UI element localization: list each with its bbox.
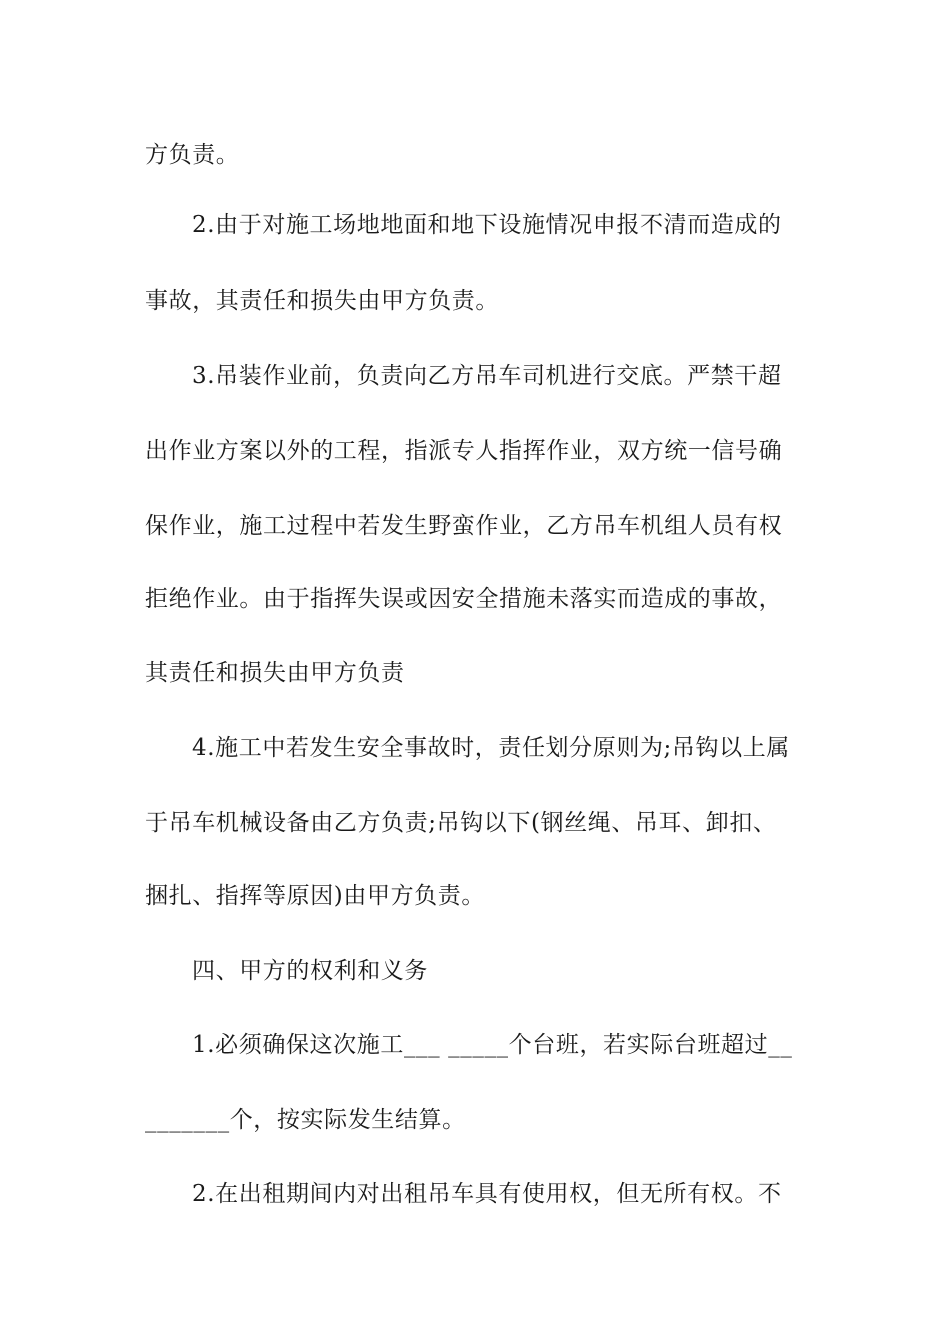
text-line: 3.吊装作业前，负责向乙方吊车司机进行交底。严禁干超 — [192, 363, 782, 389]
text-line: 2.由于对施工场地地面和地下设施情况申报不清而造成的 — [192, 212, 782, 238]
text-line: 4.施工中若发生安全事故时，责任划分原则为;吊钩以上属 — [192, 735, 790, 761]
text-line: 方负责。 — [145, 142, 240, 168]
text-line: 2.在出租期间内对出租吊车具有使用权，但无所有权。不 — [192, 1181, 782, 1207]
text-line: 保作业，施工过程中若发生野蛮作业，乙方吊车机组人员有权 — [145, 513, 783, 539]
text-line: 捆扎、指挥等原因)由甲方负责。 — [145, 883, 485, 909]
text-line: 出作业方案以外的工程，指派专人指挥作业，双方统一信号确 — [145, 438, 783, 464]
text-line: 1.必须确保这次施工___ _____个台班，若实际台班超过__ — [192, 1032, 793, 1058]
text-line: 事故，其责任和损失由甲方负责。 — [145, 288, 499, 314]
text-line: 其责任和损失由甲方负责 — [145, 660, 405, 686]
text-line: _______个，按实际发生结算。 — [145, 1107, 466, 1133]
section-heading: 四、甲方的权利和义务 — [192, 958, 428, 984]
text-line: 拒绝作业。由于指挥失误或因安全措施未落实而造成的事故， — [145, 586, 783, 612]
text-line: 于吊车机械设备由乙方负责;吊钩以下(钢丝绳、吊耳、卸扣、 — [145, 810, 777, 836]
